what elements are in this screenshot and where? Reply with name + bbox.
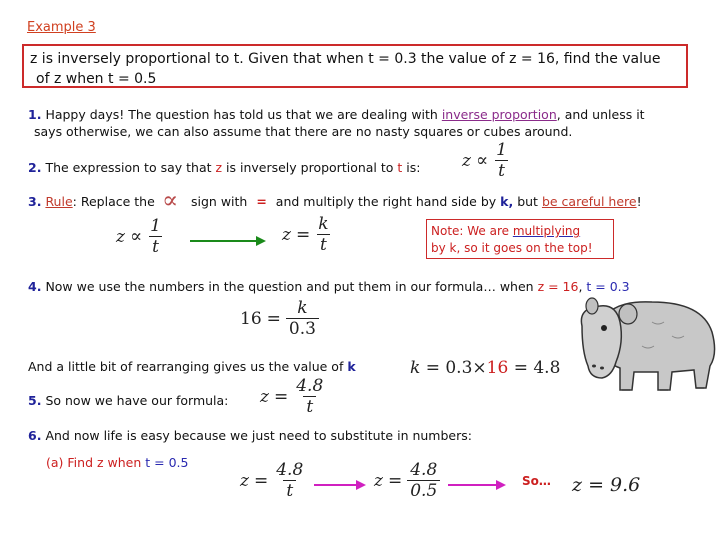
fraction-denominator: t [303, 396, 316, 417]
step-3-right-formula [282, 214, 332, 255]
step-2-part-b: is inversely proportional to [222, 160, 398, 175]
step-5-number: 5. [28, 393, 42, 408]
answer-formula [572, 474, 640, 496]
k-label: k, [500, 194, 514, 209]
fraction-numerator: 1 [150, 216, 161, 236]
part-a-formula-1 [240, 460, 306, 501]
formula-fraction [407, 460, 440, 501]
answer-lhs: z [572, 474, 583, 496]
step-3-part-c: and multiply the right hand side by [275, 194, 497, 209]
step-1-line-1 [28, 107, 645, 122]
equals-sign: = [387, 470, 403, 491]
step-1-text-end: , and unless it [556, 107, 645, 122]
exclamation: ! [636, 194, 642, 209]
right-arrow-icon [448, 479, 508, 491]
answer-value: = 9.6 [588, 474, 641, 496]
fraction-denominator: t [283, 480, 296, 501]
part-a-text: (a) Find z when [46, 455, 146, 470]
step-2-z: z [215, 160, 223, 175]
fraction-denominator: t [317, 234, 330, 255]
fraction-numerator: 4.8 [276, 460, 304, 480]
step-3-part-b: sign with [191, 194, 248, 209]
fraction-numerator: 1 [496, 140, 507, 160]
step-6-number: 6. [28, 428, 42, 443]
part-a-label [46, 455, 188, 470]
step-4-part-a: Now we use the numbers in the question and put them in our formula… when [45, 279, 538, 294]
page-title: Example 3 [27, 20, 96, 35]
equals-sign: = [256, 194, 267, 209]
step-1-text: Happy days! The question has told us that we are dealing with [45, 107, 442, 122]
formula-lhs: z [374, 470, 383, 491]
k-formula-part-1: = 0.3 [425, 358, 473, 378]
step-3-text-2 [191, 194, 642, 209]
formula-fraction [273, 460, 306, 501]
rearrange-sentence: And a little bit of rearranging gives us the value of [28, 359, 348, 374]
step-2-formula [462, 140, 510, 181]
formula-lhs: 16 [240, 308, 262, 329]
step-3-part-d: but [517, 194, 538, 209]
fraction-numerator: 4.8 [296, 376, 324, 396]
formula-fraction [293, 376, 326, 417]
formula-lhs: z [282, 224, 291, 245]
step-4-comma: , [578, 279, 587, 294]
fraction-denominator: 0.3 [286, 318, 319, 339]
step-4-z-value: z = 16 [537, 279, 579, 294]
step-2-part-c: is: [402, 160, 421, 175]
k-formula [410, 358, 560, 378]
formula-fraction [286, 298, 319, 339]
k-formula-part-2: = 4.8 [513, 358, 561, 378]
step-1-line-2: says otherwise, we can also assume that there are no nasty squares or cubes around. [34, 124, 573, 139]
fraction-denominator: t [495, 160, 508, 181]
step-3-number: 3. [28, 194, 42, 209]
question-line-1: z is inversely proportional to t. Given that when t = 0.3 the value of z = 16, find the value [30, 51, 661, 67]
part-a-formula-2 [374, 460, 440, 501]
note-box [426, 219, 614, 259]
hippo-illustration [572, 292, 720, 396]
so-label: So… [522, 474, 551, 488]
step-2-number: 2. [28, 160, 42, 175]
step-2-text [28, 160, 420, 175]
question-box [22, 44, 688, 88]
equals-sign: = [253, 470, 269, 491]
rule-label: Rule [45, 194, 73, 209]
inverse-proportion-link[interactable]: inverse proportion [441, 107, 557, 122]
fraction-denominator: 0.5 [407, 480, 440, 501]
formula-lhs: z [462, 150, 471, 171]
rearrange-text [28, 359, 356, 374]
step-3-part-a: : Replace the [72, 194, 155, 209]
formula-fraction [315, 214, 331, 255]
proportional-symbol-large: ∝ [162, 186, 179, 214]
question-line-2: of z when t = 0.5 [36, 71, 157, 87]
formula-lhs: z [240, 470, 249, 491]
equals-sign: = [266, 308, 281, 329]
part-a-value: = 0.5 [150, 455, 189, 470]
formula-lhs: z [116, 226, 125, 247]
step-4-formula [240, 298, 319, 339]
formula-fraction [147, 216, 164, 257]
k-symbol: k [410, 358, 421, 378]
step-4-t-value: t = 0.3 [586, 279, 630, 294]
step-2-t: t [397, 160, 403, 175]
note-line-1 [431, 223, 609, 240]
k-formula-sixteen: 16 [486, 358, 509, 378]
times-symbol: × [472, 358, 487, 378]
step-5-formula [260, 376, 326, 417]
step-4-text [28, 279, 630, 294]
note-line-2: by k, so it goes on the top! [431, 241, 593, 255]
note-text-a: Note: We are [431, 224, 513, 238]
equals-sign: = [295, 224, 311, 245]
formula-fraction [493, 140, 510, 181]
step-6-sentence: And now life is easy because we just need to substitute in numbers: [45, 428, 472, 443]
step-3-left-formula [116, 216, 164, 257]
right-arrow-icon [190, 234, 268, 248]
part-a-t: t [145, 455, 151, 470]
proportional-symbol: ∝ [129, 226, 143, 247]
equals-sign: = [273, 386, 289, 407]
step-5-sentence: So now we have our formula: [45, 393, 229, 408]
step-6-text [28, 428, 472, 443]
fraction-numerator: 4.8 [410, 460, 438, 480]
formula-lhs: z [260, 386, 269, 407]
fraction-denominator: t [149, 236, 162, 257]
fraction-numerator: k [297, 298, 308, 318]
step-5-text [28, 393, 228, 408]
step-1-number: 1. [28, 107, 42, 122]
step-4-number: 4. [28, 279, 42, 294]
note-multiplying: multiplying [512, 224, 581, 238]
fraction-numerator: k [318, 214, 329, 234]
step-3-text [28, 194, 155, 209]
rearrange-k: k [347, 359, 356, 374]
be-careful-link: be careful here [541, 194, 637, 209]
right-arrow-icon [314, 479, 368, 491]
proportional-symbol: ∝ [475, 150, 489, 171]
step-2-part-a: The expression to say that [45, 160, 216, 175]
